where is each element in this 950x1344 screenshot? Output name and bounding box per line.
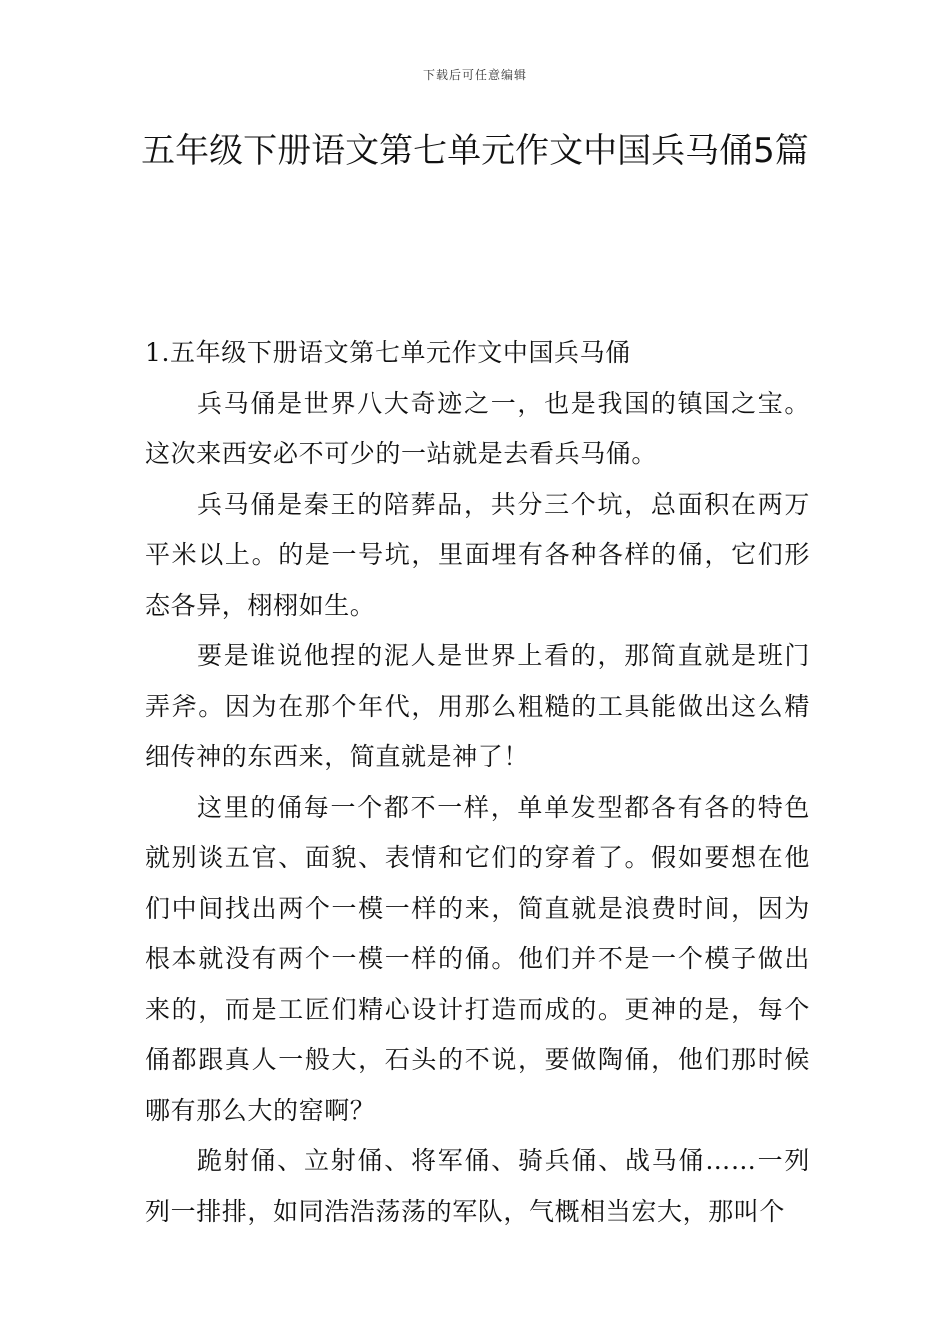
paragraph: 兵马俑是秦王的陪葬品，共分三个坑，总面积在两万平米以上。的是一号坑，里面埋有各种各样的俑，它们形态各异，栩栩如生。	[145, 489, 810, 620]
paragraph: 跪射俑、立射俑、将军俑、骑兵俑、战马俑……一列列一排排，如同浩浩荡荡的军队，气概相当宏大，那叫个	[145, 1146, 810, 1226]
document-body	[145, 328, 810, 1237]
header-note: 下载后可任意编辑	[422, 68, 527, 82]
document-title: 五年级下册语文第七单元作文中国兵马俑5篇	[141, 131, 809, 171]
section-heading: 1.五年级下册语文第七单元作文中国兵马俑	[145, 338, 631, 367]
paragraph: 兵马俑是世界八大奇迹之一，也是我国的镇国之宝。这次来西安必不可少的一站就是去看兵马俑。	[145, 388, 810, 468]
paragraph: 要是谁说他捏的泥人是世界上看的，那简直就是班门弄斧。因为在那个年代，用那么粗糙的工具能做出这么精细传神的东西来，简直就是神了！	[145, 641, 810, 771]
paragraph: 这里的俑每一个都不一样，单单发型都各有各的特色就别谈五官、面貌、表情和它们的穿着了。假如要想在他们中间找出两个一模一样的来，简直就是浪费时间，因为根本就没有两个一模一样的俑。他们并不是一个模子做出来的，而是工匠们精心设计打造而成的。更神的是，每个俑都跟真人一般大，石头的不说，要做陶俑，他们那时候哪有那么大的窑啊？	[145, 792, 810, 1125]
